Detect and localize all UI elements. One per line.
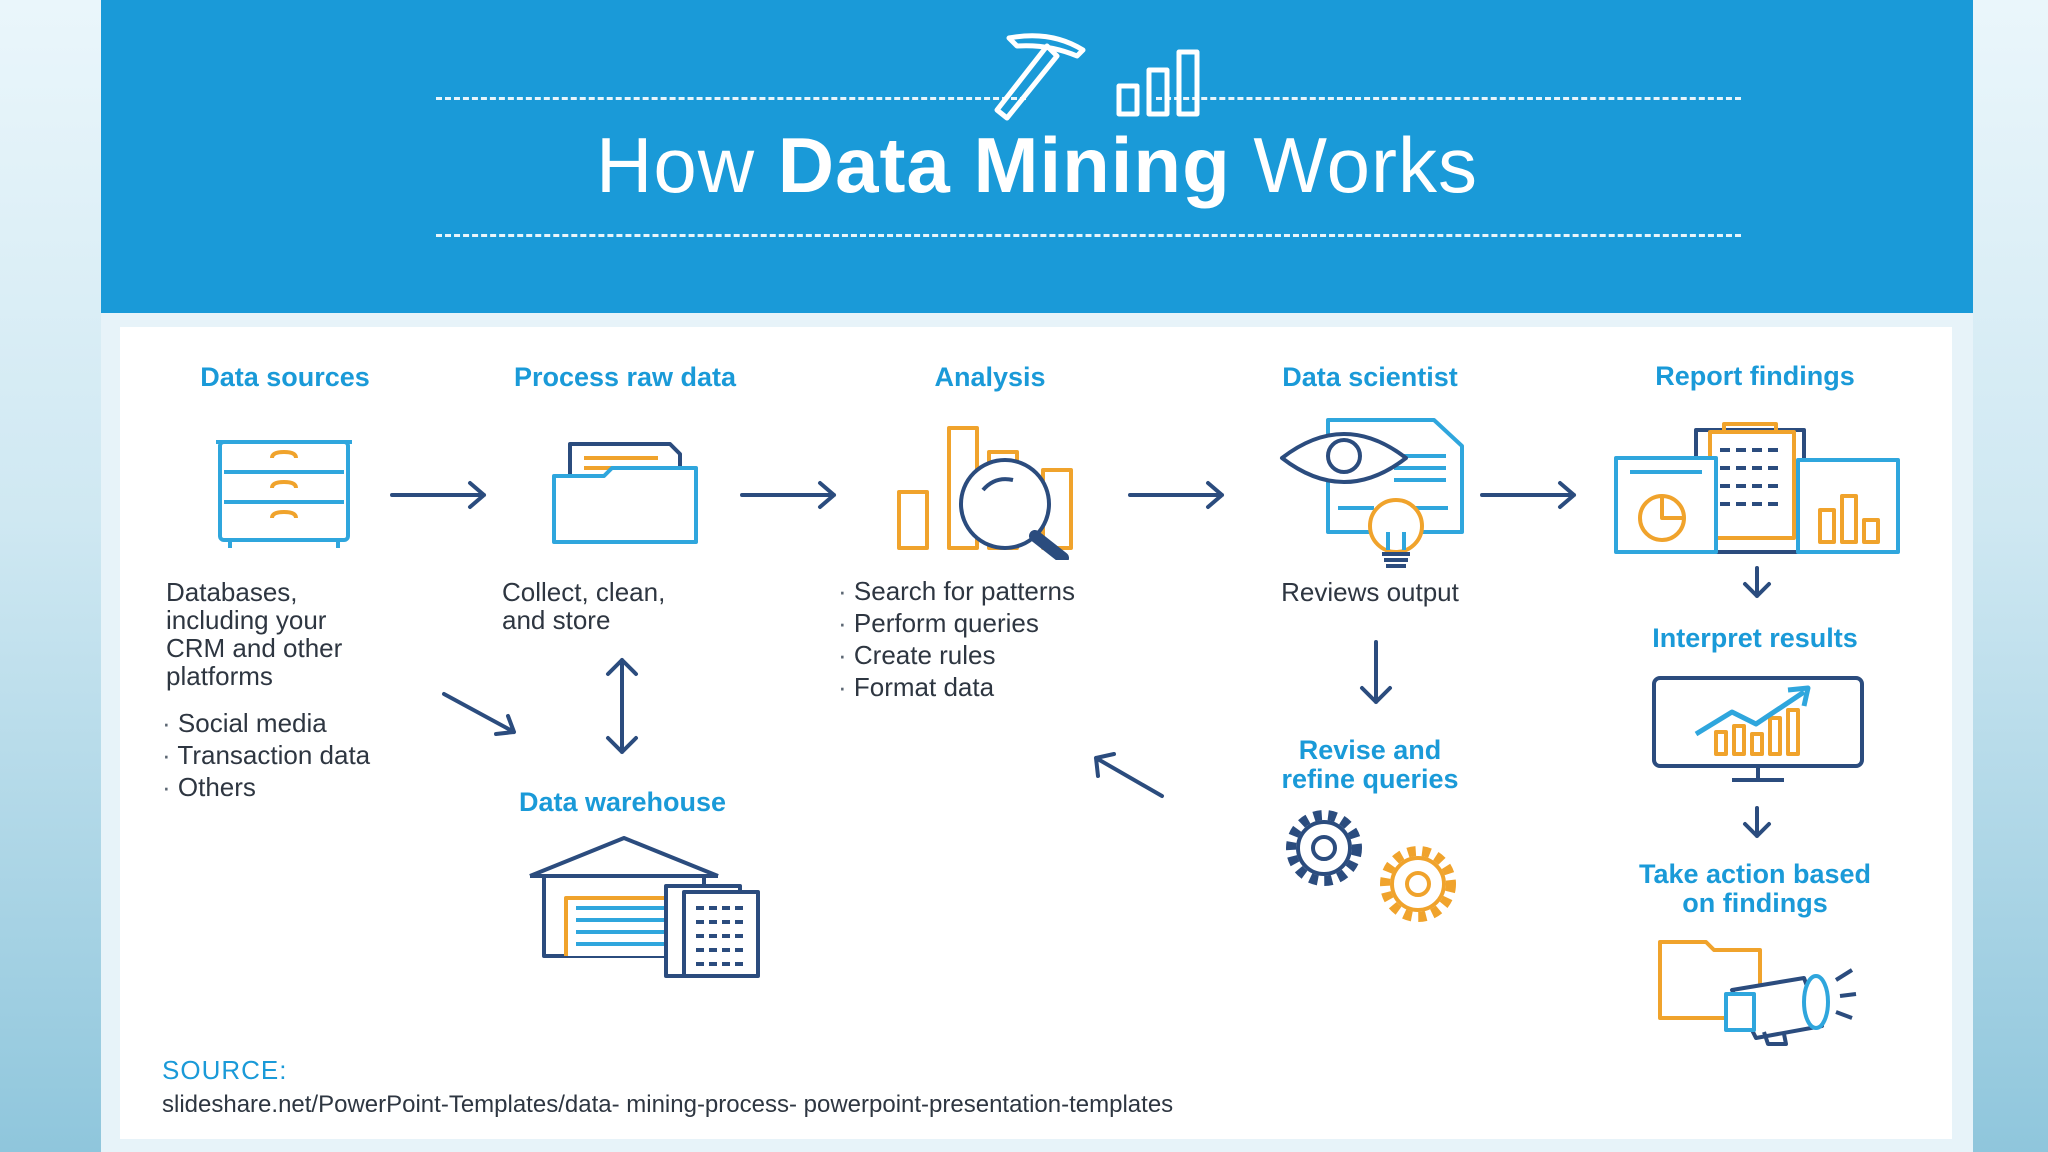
list-item: · Create rules [838,639,1075,671]
list-item: · Format data [838,671,1075,703]
arrow-right-icon [1482,483,1574,507]
heading-data-scientist: Data scientist [1282,362,1458,392]
arrow-right-icon [1130,483,1222,507]
list-item: · Perform queries [838,607,1075,639]
heading-data-sources: Data sources [200,362,370,392]
heading-report-findings: Report findings [1655,361,1855,391]
scientist-description: Reviews output [1281,577,1459,607]
list-item: · Social media [162,707,370,739]
source-url: slideshare.net/PowerPoint-Templates/data- mining-process- powerpoint-presentation-templates [162,1091,1174,1118]
page-title: How Data Mining Works [596,121,1478,209]
arrow-up-left-icon [1096,754,1162,796]
heading-interpret-results: Interpret results [1652,623,1858,653]
arrow-right-icon [742,483,834,507]
arrow-down-icon [1362,642,1390,702]
heading-analysis: Analysis [934,362,1046,392]
arrow-down-icon [1745,568,1769,596]
heading-take-action: Take action based on findings [1638,859,1872,918]
list-item: · Search for patterns [838,575,1075,607]
process-description: Collect, clean, and store [502,577,666,635]
data-sources-description: Databases, including your CRM and other platforms [166,577,343,691]
arrow-double-icon [608,660,636,752]
source-label: SOURCE: [162,1055,288,1085]
list-item: · Others [162,771,370,803]
arrow-down-icon [1745,808,1769,836]
list-item: · Transaction data [162,739,370,771]
heading-process-raw-data: Process raw data [513,362,737,392]
heading-revise-queries: Revise and refine queries [1281,735,1459,794]
arrow-down-right-icon [444,694,514,734]
heading-data-warehouse: Data warehouse [518,787,727,817]
arrow-right-icon [392,483,484,507]
